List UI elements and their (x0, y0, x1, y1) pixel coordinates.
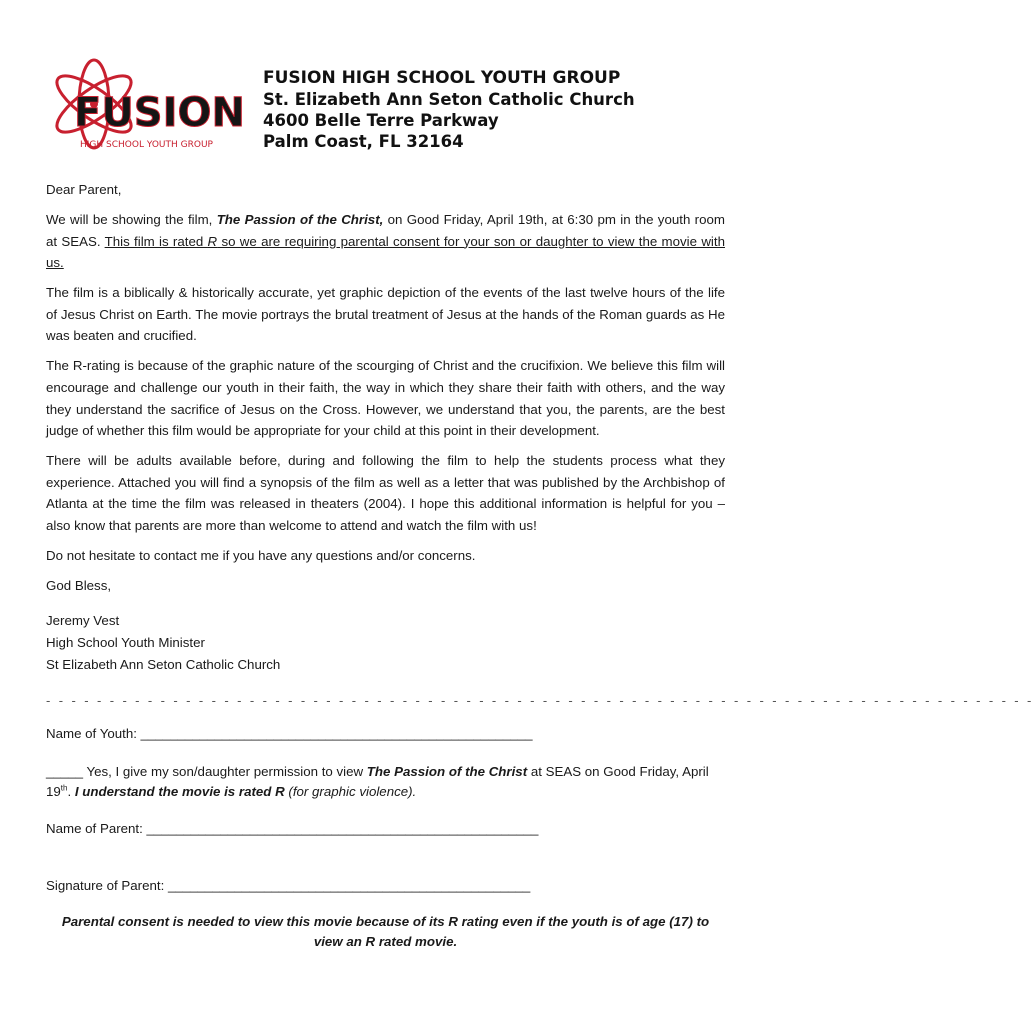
letterhead-city: Palm Coast, FL 32164 (263, 132, 464, 151)
logo-word: FUSION (74, 90, 245, 136)
final-note: Parental consent is needed to view this movie because of its R rating even if the youth is of age (17) to view an R rated movie. (61, 914, 710, 949)
letterhead-street: 4600 Belle Terre Parkway (263, 111, 499, 130)
paragraph-1: We will be showing the film, The Passion of the Christ, on Good Friday, April 19th, at 6:30 pm in the youth room at SEAS. This film is rated R so we are requiring parental consent for your son or daughter to view the movie with us. (46, 211, 725, 271)
closing: God Bless, (46, 577, 112, 593)
cut-line-divider: - - - - - - - - - - - - - - - - - - - - - - - - - - - - - - - - - - - - - - - - - - - - - - - - - - - - - - - - - - - - - - - - - - - - - - - - - - - - - - (46, 693, 1034, 708)
greeting: Dear Parent, (46, 182, 122, 197)
paragraph-2: The film is a biblically & historically accurate, yet graphic depiction of the events of the last twelve hours of the life of Jesus Christ on Earth. The movie portrays the brutal treatment of Jesus at the hands of the Roman guards as He was beaten and crucified. (46, 285, 725, 344)
letterhead-title: FUSION HIGH SCHOOL YOUTH GROUP (263, 68, 621, 88)
parent-signature-field[interactable]: Signature of Parent: _________________________________________________ (46, 878, 531, 893)
film-title: The Passion of the Christ, (216, 211, 384, 227)
fusion-logo (44, 46, 245, 158)
parent-name-field[interactable]: Name of Parent: _____________________________________________________ (46, 821, 539, 836)
paragraph-3: The R-rating is because of the graphic nature of the scourging of Christ and the crucifixion. We believe this film will encourage and challenge our youth in their faith, the way in which they share their faith with others, and the way they understand the sacrifice of Jesus on the Cross. However, we understand that you, the parents, are the best judge of whether this film would be appropriate for your child at this point in their development. (46, 358, 725, 439)
signer-name: Jeremy Vest (46, 613, 120, 629)
signer-org: St Elizabeth Ann Seton Catholic Church (46, 657, 281, 673)
letterhead (263, 68, 635, 152)
youth-name-field[interactable]: Name of Youth: _____________________________________________________ (46, 726, 533, 741)
paragraph-5: Do not hesitate to contact me if you have any questions and/or concerns. (46, 547, 476, 563)
letter-body (46, 179, 725, 676)
paragraph-4: There will be adults available before, during and following the film to help the students process what they experience. Attached you will find a synopsis of the film as well as a letter that was published by the Archbishop of Atlanta at the time the film was released in theaters (2004). I hope this additional information is helpful for you – also know that parents are more than welcome to attend and watch the film with us! (46, 453, 725, 533)
consent-checkbox-blank[interactable]: _____ (46, 764, 87, 779)
signature-block (46, 610, 725, 675)
signer-title: High School Youth Minister (46, 635, 205, 651)
logo-tagline: HIGH SCHOOL YOUTH GROUP (80, 140, 213, 150)
letterhead-church: St. Elizabeth Ann Seton Catholic Church (263, 90, 635, 109)
consent-statement: _____ Yes, I give my son/daughter permission to view The Passion of the Christ at SEAS on Good Friday, April 19th. I understand the movie is rated R (for graphic violence). (46, 764, 709, 799)
